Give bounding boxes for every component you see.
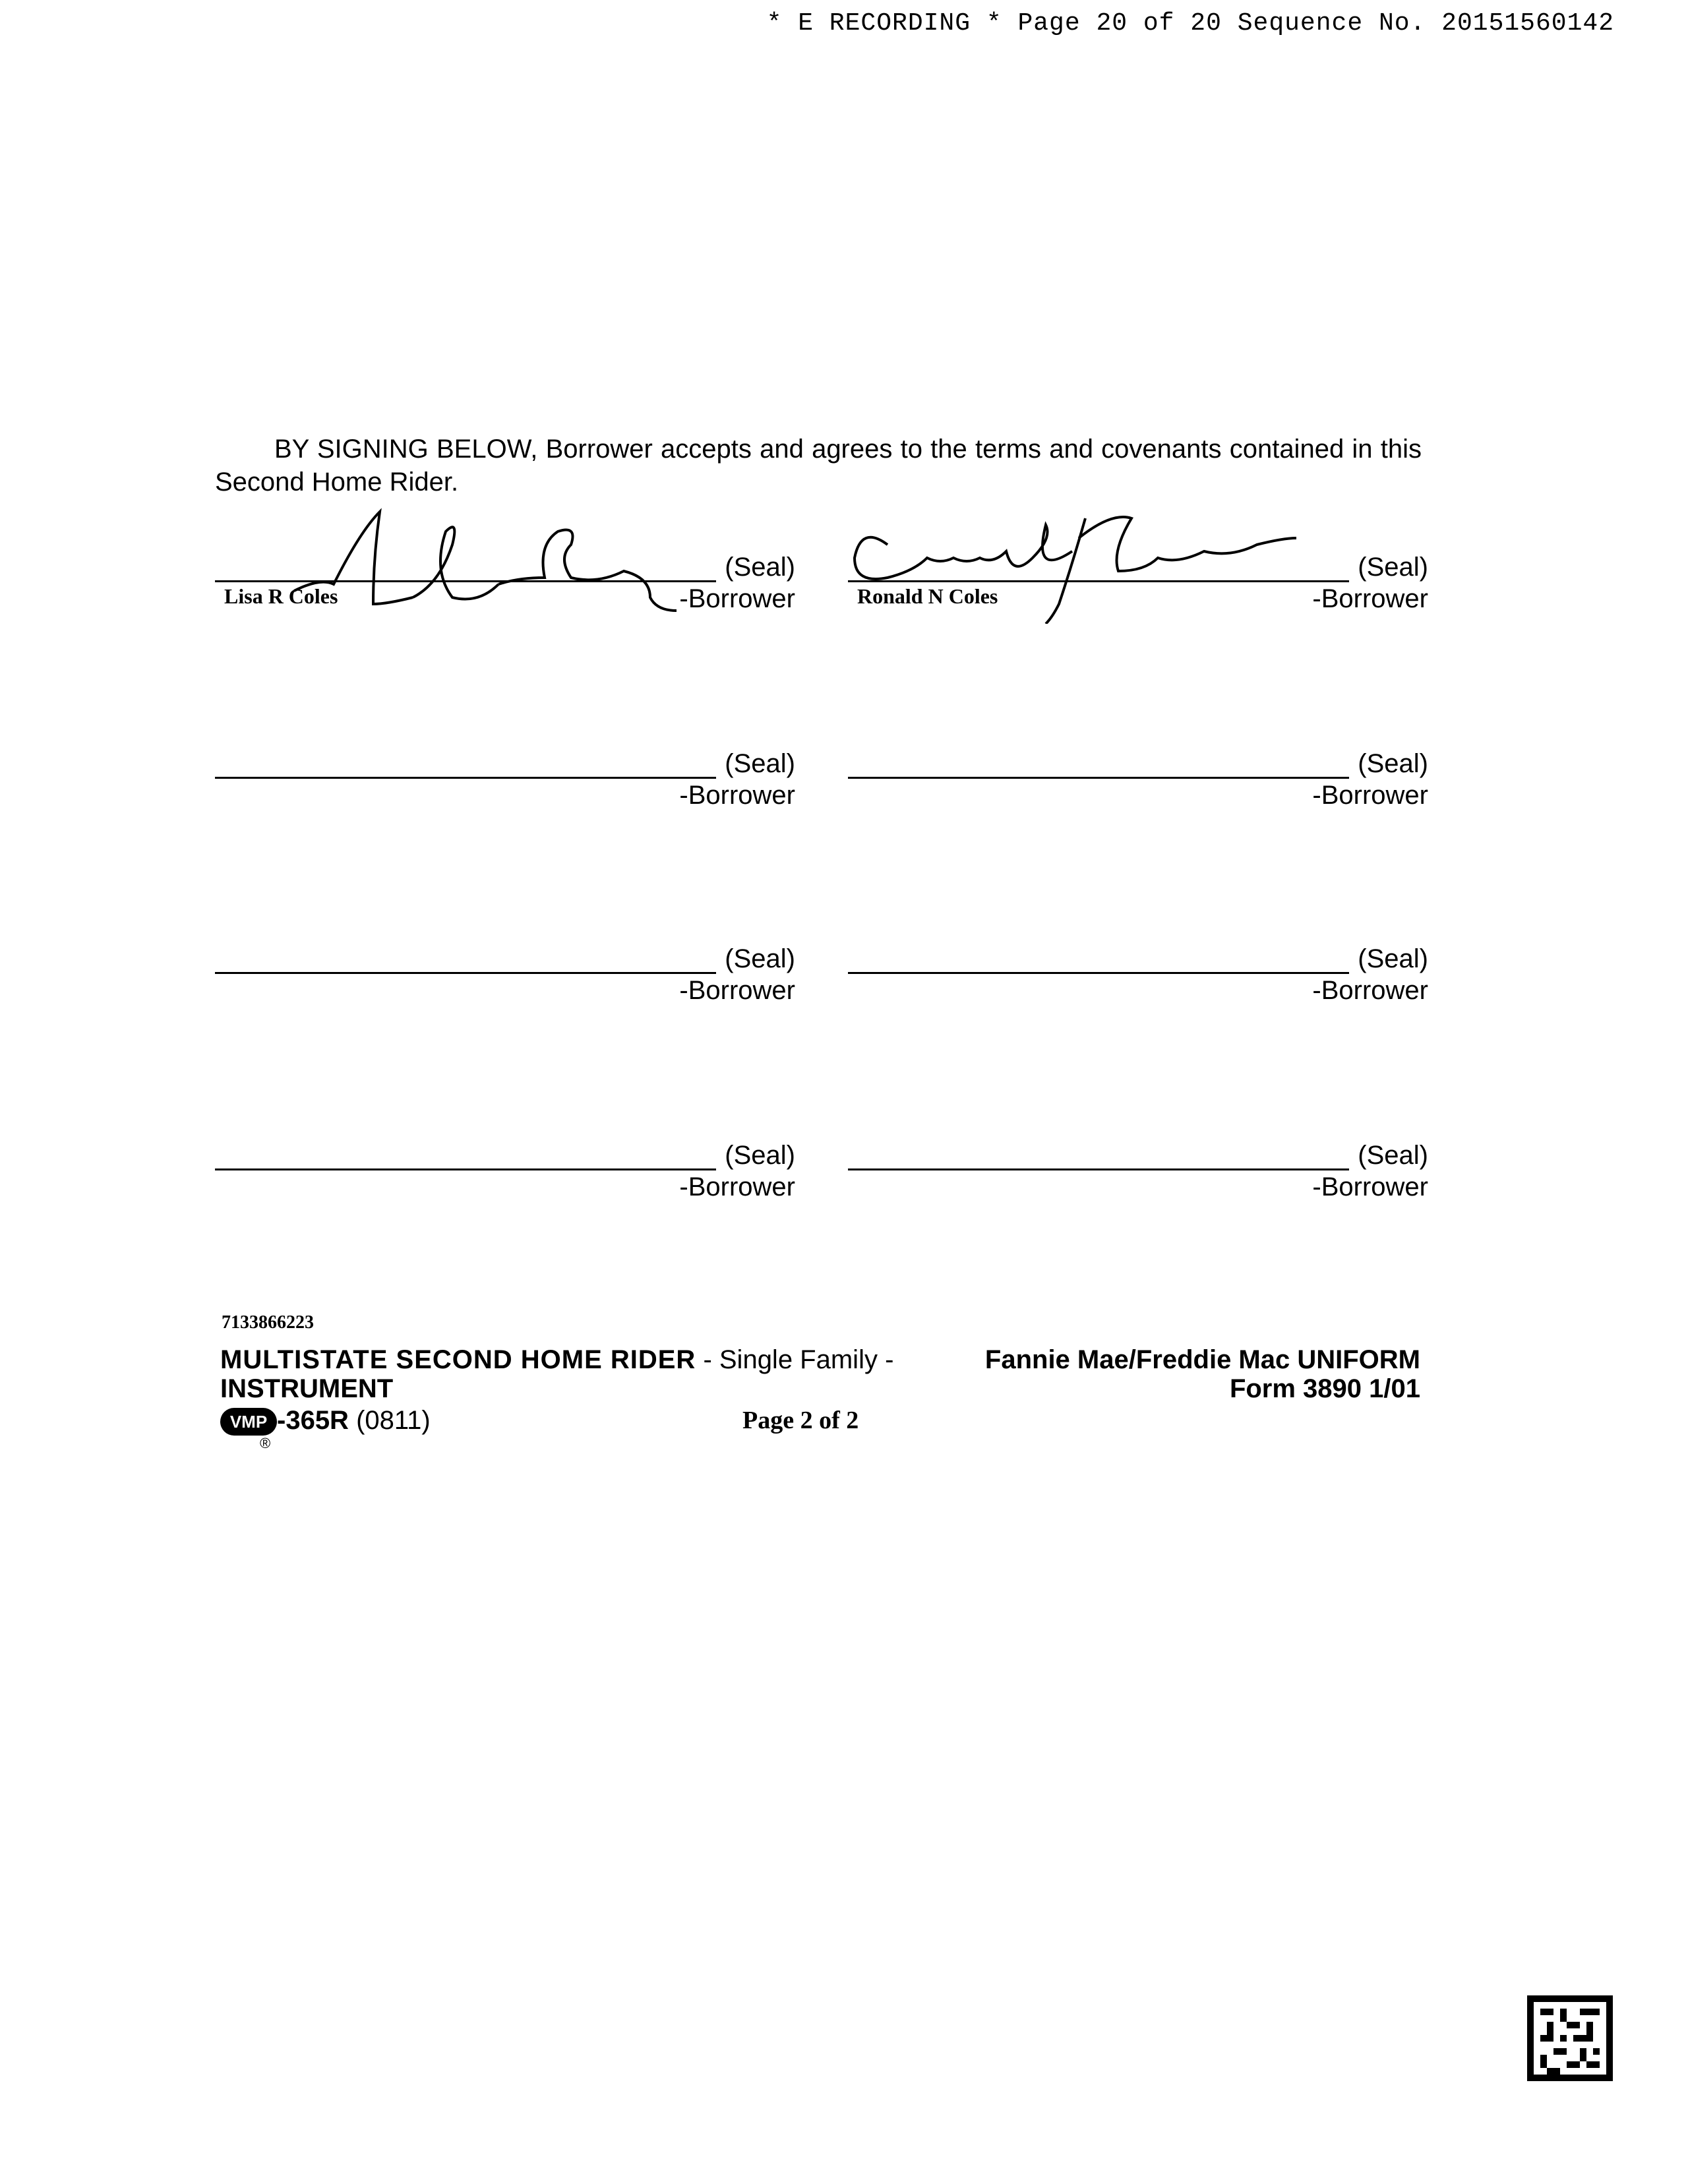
borrower-label: -Borrower [1312,584,1428,613]
signature-line [215,777,716,779]
signature-line [215,972,716,974]
borrower-label: -Borrower [1312,781,1428,810]
form-title-left [220,1345,901,1374]
vmp-logo-icon: VMP [220,1408,277,1436]
signature-line [215,580,716,582]
acceptance-paragraph [215,433,1422,499]
form-code: -365R [277,1406,349,1435]
form-title-sep2: - [877,1345,901,1374]
signature-block-2 [848,551,1428,624]
signer-name: Lisa R Coles [224,584,338,608]
borrower-label: -Borrower [1312,1172,1428,1201]
form-number: Form 3890 1/01 [1229,1374,1420,1403]
signature-block-5 [215,943,795,1016]
seal-label: (Seal) [725,1141,795,1170]
loan-number: 7133866223 [222,1312,314,1333]
acceptance-text: BY SIGNING BELOW, Borrower accepts and agrees to the terms and covenants contained in this Second Home Rider. [215,435,1422,497]
seal-label: (Seal) [1358,944,1428,973]
recording-stamp: * E RECORDING * Page 20 of 20 Sequence No. 20151560142 [766,9,1614,38]
signature-line [848,777,1349,779]
signature-block-7 [215,1139,795,1212]
seal-label: (Seal) [1358,1141,1428,1170]
signature-line [215,1168,716,1170]
signature-block-4 [848,748,1428,820]
borrower-label: -Borrower [679,584,795,613]
handwritten-signature-1 [281,505,690,624]
seal-label: (Seal) [1358,553,1428,582]
signature-block-6 [848,943,1428,1016]
form-code-date: (0811) [348,1406,431,1435]
form-code-row [220,1406,1420,1452]
seal-label: (Seal) [1358,749,1428,778]
seal-label: (Seal) [725,944,795,973]
registered-mark: ® [260,1435,271,1451]
seal-label: (Seal) [725,553,795,582]
signer-name: Ronald N Coles [857,584,998,608]
form-title-part1: MULTISTATE SECOND HOME RIDER [220,1345,696,1374]
qr-code-icon [1527,1995,1613,2081]
borrower-label: -Borrower [679,781,795,810]
form-title-sep1: - [696,1345,719,1374]
form-title-part3: Fannie Mae/Freddie Mac UNIFORM [984,1345,1420,1374]
form-title-line2: INSTRUMENT [220,1374,394,1403]
signature-block-8 [848,1139,1428,1212]
signature-line [848,1168,1349,1170]
borrower-label: -Borrower [679,1172,795,1201]
borrower-label: -Borrower [1312,976,1428,1005]
seal-label: (Seal) [725,749,795,778]
form-title-row-2 [220,1374,1420,1403]
form-title [220,1345,1420,1403]
signature-block-3 [215,748,795,820]
form-title-part2: Single Family [719,1345,878,1374]
borrower-label: -Borrower [679,976,795,1005]
form-title-row-1 [220,1345,1420,1374]
signature-line [848,972,1349,974]
signature-line [848,580,1349,582]
page-number: Page 2 of 2 [742,1407,859,1434]
signature-block-1 [215,551,795,624]
